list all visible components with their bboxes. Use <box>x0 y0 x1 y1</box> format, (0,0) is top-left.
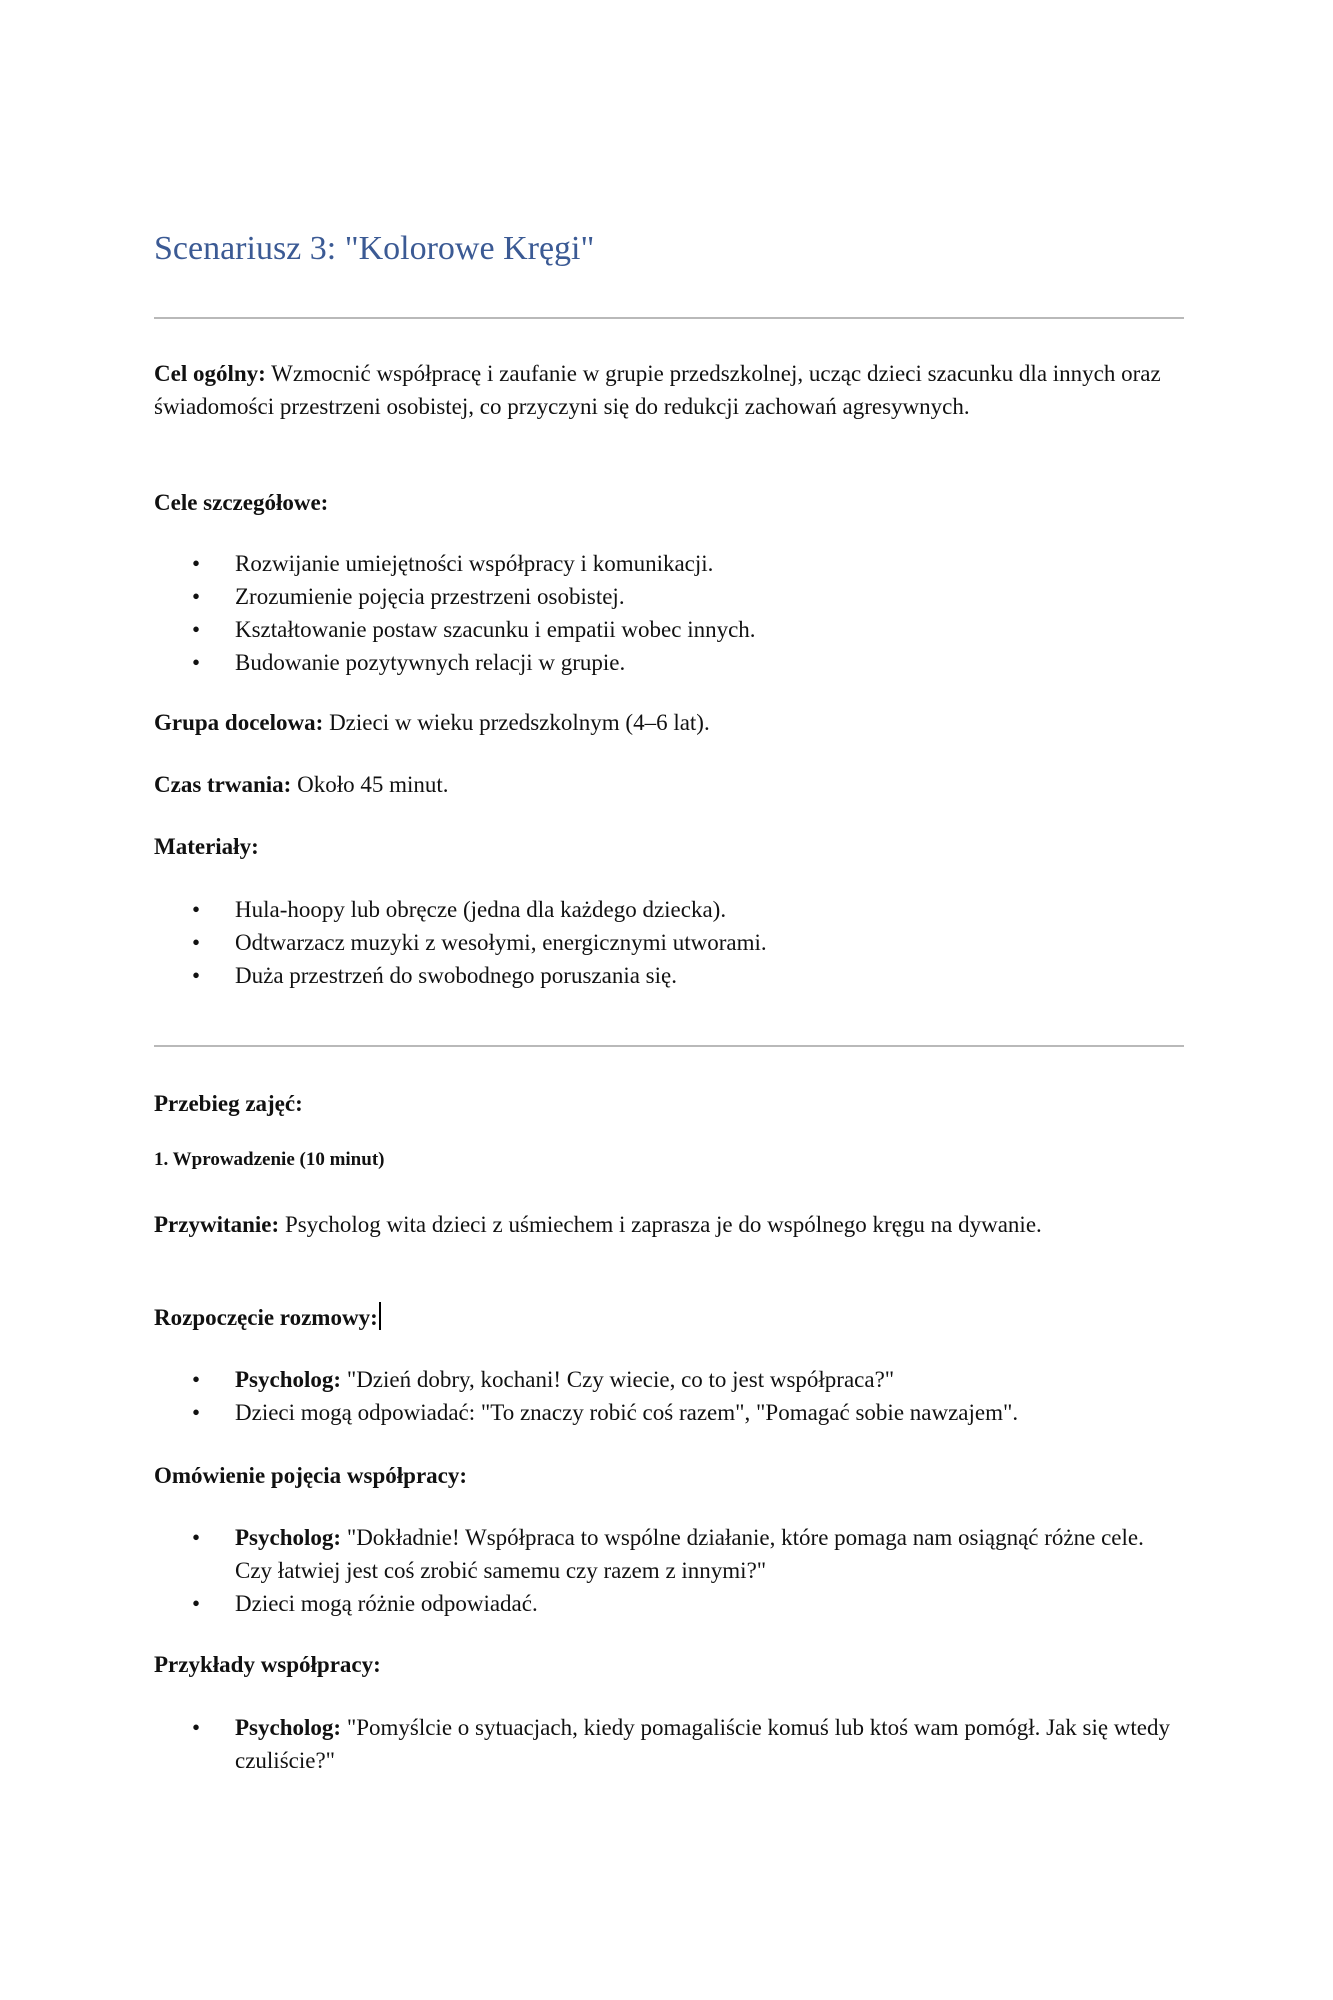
omowienie-list <box>154 1521 1184 1620</box>
materialy-label: Materiały: <box>154 834 259 859</box>
materialy-heading <box>154 830 1184 863</box>
list-item: • Rozwijanie umiejętności współpracy i komunikacji. <box>154 547 1184 580</box>
przywitanie-label: Przywitanie: <box>154 1212 280 1237</box>
czas-trwania-label: Czas trwania: <box>154 772 292 797</box>
list-item-text: "Dzień dobry, kochani! Czy wiecie, co to jest współpraca?" <box>341 1367 895 1392</box>
cel-ogolny-label: Cel ogólny: <box>154 361 266 386</box>
section-1-heading: 1. Wprowadzenie (10 minut) <box>154 1149 385 1170</box>
list-item: • Duża przestrzeń do swobodnego poruszania się. <box>154 959 1184 992</box>
list-item: • Budowanie pozytywnych relacji w grupie. <box>154 646 1184 679</box>
przywitanie-text: Psycholog wita dzieci z uśmiechem i zaprasza je do wspólnego kręgu na dywanie. <box>279 1212 1042 1237</box>
przyklady-heading <box>154 1648 1184 1681</box>
materialy-list <box>154 893 1184 992</box>
text-cursor <box>379 1302 381 1330</box>
rozpoczecie-heading <box>154 1301 1184 1334</box>
przywitanie-paragraph <box>154 1208 1184 1241</box>
document-title: Scenariusz 3: "Kolorowe Kręgi" <box>154 230 595 267</box>
omowienie-heading <box>154 1459 1184 1492</box>
list-item: • Kształtowanie postaw szacunku i empatii wobec innych. <box>154 613 1184 646</box>
list-item-text: "Pomyślcie o sytuacjach, kiedy pomagaliście komuś lub ktoś wam pomógł. Jak się wtedy czuliście?" <box>235 1715 1171 1773</box>
horizontal-rule <box>154 1045 1184 1047</box>
grupa-docelowa-label: Grupa docelowa: <box>154 710 324 735</box>
rozpoczecie-label: Rozpoczęcie rozmowy: <box>154 1305 378 1330</box>
rozpoczecie-list <box>154 1363 1184 1429</box>
czas-trwania-text: Około 45 minut. <box>291 772 449 797</box>
przyklady-label: Przykłady współpracy: <box>154 1652 381 1677</box>
przyklady-list <box>154 1711 1184 1777</box>
przebieg-heading <box>154 1087 1184 1120</box>
speaker-label: Psycholog: <box>235 1525 342 1550</box>
cel-ogolny-paragraph <box>154 357 1184 423</box>
list-item-text: Dzieci mogą odpowiadać: "To znaczy robić coś razem", "Pomagać sobie nawzajem". <box>235 1400 1019 1425</box>
list-item <box>154 1396 1184 1429</box>
list-item <box>154 1363 1184 1396</box>
cele-szczegolowe-heading <box>154 486 1184 519</box>
cele-szczegolowe-list <box>154 547 1184 679</box>
przebieg-label: Przebieg zajęć: <box>154 1091 303 1116</box>
speaker-label: Psycholog: <box>235 1367 342 1392</box>
list-item: • Zrozumienie pojęcia przestrzeni osobistej. <box>154 580 1184 613</box>
horizontal-rule <box>154 317 1184 319</box>
speaker-label: Psycholog: <box>235 1715 342 1740</box>
list-item-text: Dzieci mogą różnie odpowiadać. <box>235 1591 538 1616</box>
cele-szczegolowe-label: Cele szczegółowe: <box>154 490 329 515</box>
list-item <box>154 1521 1184 1587</box>
cel-ogolny-text: Wzmocnić współpracę i zaufanie w grupie przedszkolnej, ucząc dzieci szacunku dla innych oraz świadomości przestrzeni osobistej, co przyczyni się do redukcji zachowań agresywnych. <box>154 361 1161 419</box>
omowienie-label: Omówienie pojęcia współpracy: <box>154 1463 468 1488</box>
list-item: • Odtwarzacz muzyki z wesołymi, energicznymi utworami. <box>154 926 1184 959</box>
grupa-docelowa-text: Dzieci w wieku przedszkolnym (4–6 lat). <box>323 710 710 735</box>
grupa-docelowa-paragraph <box>154 706 1184 739</box>
czas-trwania-paragraph <box>154 768 1184 801</box>
list-item <box>154 1587 1184 1620</box>
list-item: • Hula-hoopy lub obręcze (jedna dla każdego dziecka). <box>154 893 1184 926</box>
list-item <box>154 1711 1184 1777</box>
list-item-text: "Dokładnie! Współpraca to wspólne działanie, które pomaga nam osiągnąć różne cele. Czy łatwiej jest coś zrobić samemu czy razem z innymi?" <box>235 1525 1144 1583</box>
